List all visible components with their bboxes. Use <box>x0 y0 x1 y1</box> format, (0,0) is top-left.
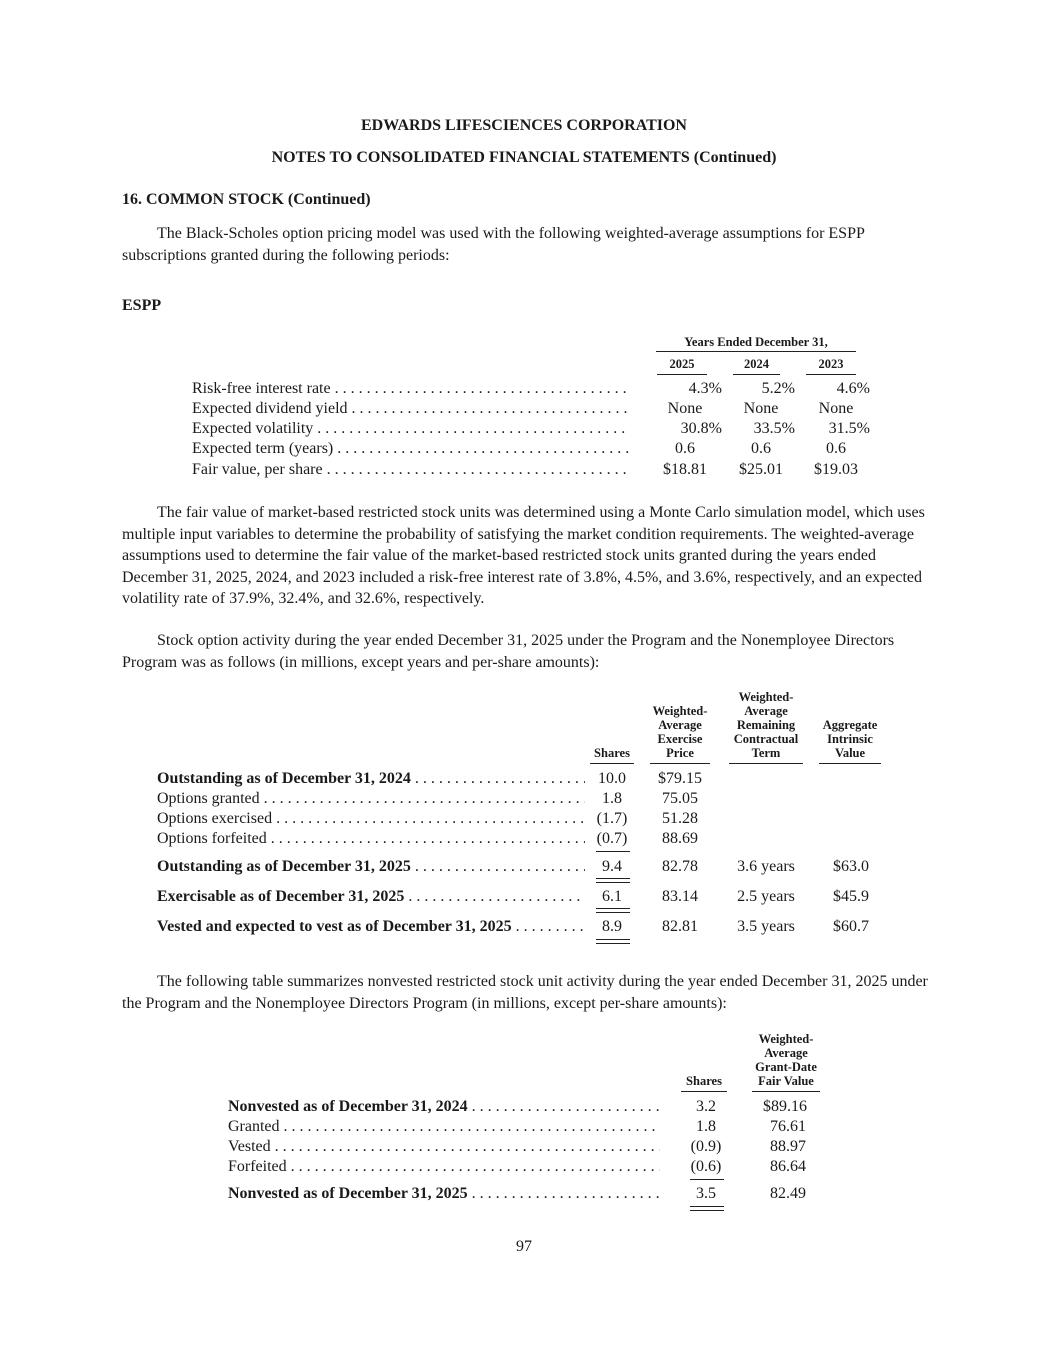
options-row-label: Outstanding as of December 31, 2024 . . . <box>157 770 585 788</box>
rsu-cell: 86.64 <box>770 1158 806 1175</box>
options-cell: 2.5 years <box>737 888 795 905</box>
rsu-row-label: Nonvested as of December 31, 2024 . . . <box>228 1098 660 1116</box>
rsu-cell: 88.97 <box>770 1138 806 1155</box>
options-row-label: Options forfeited . . . <box>157 830 585 848</box>
rsu-cell: 3.5 <box>696 1185 716 1202</box>
monte-carlo-paragraph: The fair value of market-based restricted stock units was determined using a Monte Carlo simulation model, which uses multiple input variables to determine the probability of satisfying the market condition requirements. The weighted-average assumptions used to determine the fair value of the market-based restricted stock units granted during the years ended December 31, 2025, 2024, and 2023 included a risk-free interest rate of 3.8%, 4.5%, and 3.6%, respectively, and an expected volatility rate of 37.9%, 32.4%, and 32.6%, respectively. <box>122 504 925 607</box>
espp-year-2025: 2025 <box>669 357 695 371</box>
espp-cell: $25.01 <box>739 461 783 478</box>
espp-cell: None <box>667 400 703 417</box>
section-title: 16. COMMON STOCK (Continued) <box>122 191 371 208</box>
options-cell: 51.28 <box>662 810 698 827</box>
espp-year-2023: 2023 <box>818 357 844 371</box>
options-row-label: Outstanding as of December 31, 2025 . . . <box>157 858 585 876</box>
espp-cell: 31.5% <box>828 420 870 437</box>
espp-cell: 0.6 <box>826 440 846 457</box>
rsu-row-label: Vested . . . <box>228 1138 660 1156</box>
option-activity-paragraph: Stock option activity during the year ended December 31, 2025 under the Program and the Nonemployee Directors Program was as follows (in millions, except years and per-share amounts): <box>122 632 895 671</box>
page-number: 97 <box>516 1238 532 1255</box>
options-cell: 75.05 <box>662 790 698 807</box>
rsu-cell: (0.6) <box>690 1158 722 1175</box>
rsu-cell: 76.61 <box>770 1118 806 1135</box>
rsu-row-label: Nonvested as of December 31, 2025 . . . <box>228 1185 660 1203</box>
col-header-intrinsic-value: Aggregate Intrinsic Value <box>822 718 878 760</box>
options-row-label: Exercisable as of December 31, 2025 . . . <box>157 888 585 906</box>
rsu-row-label: Granted . . . <box>228 1118 660 1136</box>
options-cell: 8.9 <box>602 918 622 935</box>
espp-row-label: Risk-free interest rate . . . <box>192 380 630 398</box>
rsu-cell: $89.16 <box>763 1098 807 1115</box>
options-cell: 82.81 <box>662 918 698 935</box>
espp-cell: 5.2% <box>761 380 795 397</box>
espp-row-label: Expected dividend yield . . . <box>192 400 630 418</box>
company-name: EDWARDS LIFESCIENCES CORPORATION <box>361 117 687 134</box>
col-header-contractual-term: Weighted- Average Remaining Contractual Term <box>733 690 799 760</box>
espp-row-label: Expected term (years) . . . <box>192 440 630 458</box>
options-cell: 83.14 <box>662 888 698 905</box>
espp-cell: $19.03 <box>814 461 858 478</box>
espp-cell: $18.81 <box>663 461 707 478</box>
espp-cell: 30.8% <box>680 420 722 437</box>
espp-cell: 4.3% <box>688 380 722 397</box>
options-cell: (0.7) <box>596 830 628 847</box>
options-row-label: Vested and expected to vest as of December 31, 2025 . . . <box>157 918 585 936</box>
options-cell: $63.0 <box>833 858 869 875</box>
espp-year-2024: 2024 <box>744 357 769 371</box>
rsu-cell: (0.9) <box>690 1138 722 1155</box>
col-header-shares: Shares <box>686 1074 722 1088</box>
espp-row-label: Expected volatility . . . <box>192 420 630 438</box>
options-cell: 1.8 <box>602 790 622 807</box>
options-row-label: Options granted . . . <box>157 790 585 808</box>
espp-group-header: Years Ended December 31, <box>684 335 828 349</box>
espp-heading: ESPP <box>122 297 162 314</box>
intro-paragraph: The Black-Scholes option pricing model was used with the following weighted-average assumptions for ESPP subscriptions granted during the following periods: <box>122 225 865 264</box>
options-cell: $60.7 <box>833 918 869 935</box>
espp-row-label: Fair value, per share . . . <box>192 461 630 479</box>
document-subtitle: NOTES TO CONSOLIDATED FINANCIAL STATEMENTS (Continued) <box>271 149 777 166</box>
col-header-grant-date-fair-value: Weighted- Average Grant-Date Fair Value <box>755 1032 817 1088</box>
options-cell: $79.15 <box>658 770 702 787</box>
options-row-label: Options exercised . . . <box>157 810 585 828</box>
espp-cell: 4.6% <box>836 380 870 397</box>
col-header-exercise-price: Weighted- Average Exercise Price <box>652 704 708 760</box>
espp-cell: None <box>743 400 779 417</box>
rsu-cell: 1.8 <box>696 1118 716 1135</box>
espp-cell: 0.6 <box>751 440 771 457</box>
options-cell: 3.5 years <box>737 918 795 935</box>
options-cell: $45.9 <box>833 888 869 905</box>
espp-cell: None <box>818 400 854 417</box>
rsu-cell: 3.2 <box>696 1098 716 1115</box>
options-cell: 82.78 <box>662 858 698 875</box>
options-cell: 10.0 <box>598 770 626 787</box>
rsu-row-label: Forfeited . . . <box>228 1158 660 1176</box>
options-cell: 3.6 years <box>737 858 795 875</box>
col-header-shares: Shares <box>594 746 630 760</box>
espp-cell: 0.6 <box>675 440 695 457</box>
options-cell: 9.4 <box>602 858 622 875</box>
rsu-cell: 82.49 <box>770 1185 806 1202</box>
options-cell: 6.1 <box>602 888 622 905</box>
options-cell: 88.69 <box>662 830 698 847</box>
options-cell: (1.7) <box>596 810 628 827</box>
rsu-paragraph: The following table summarizes nonvested restricted stock unit activity during the year ended December 31, 2025 under the Program and the Nonemployee Directors Program (in millions, except per-share amounts): <box>122 973 928 1012</box>
espp-cell: 33.5% <box>753 420 795 437</box>
